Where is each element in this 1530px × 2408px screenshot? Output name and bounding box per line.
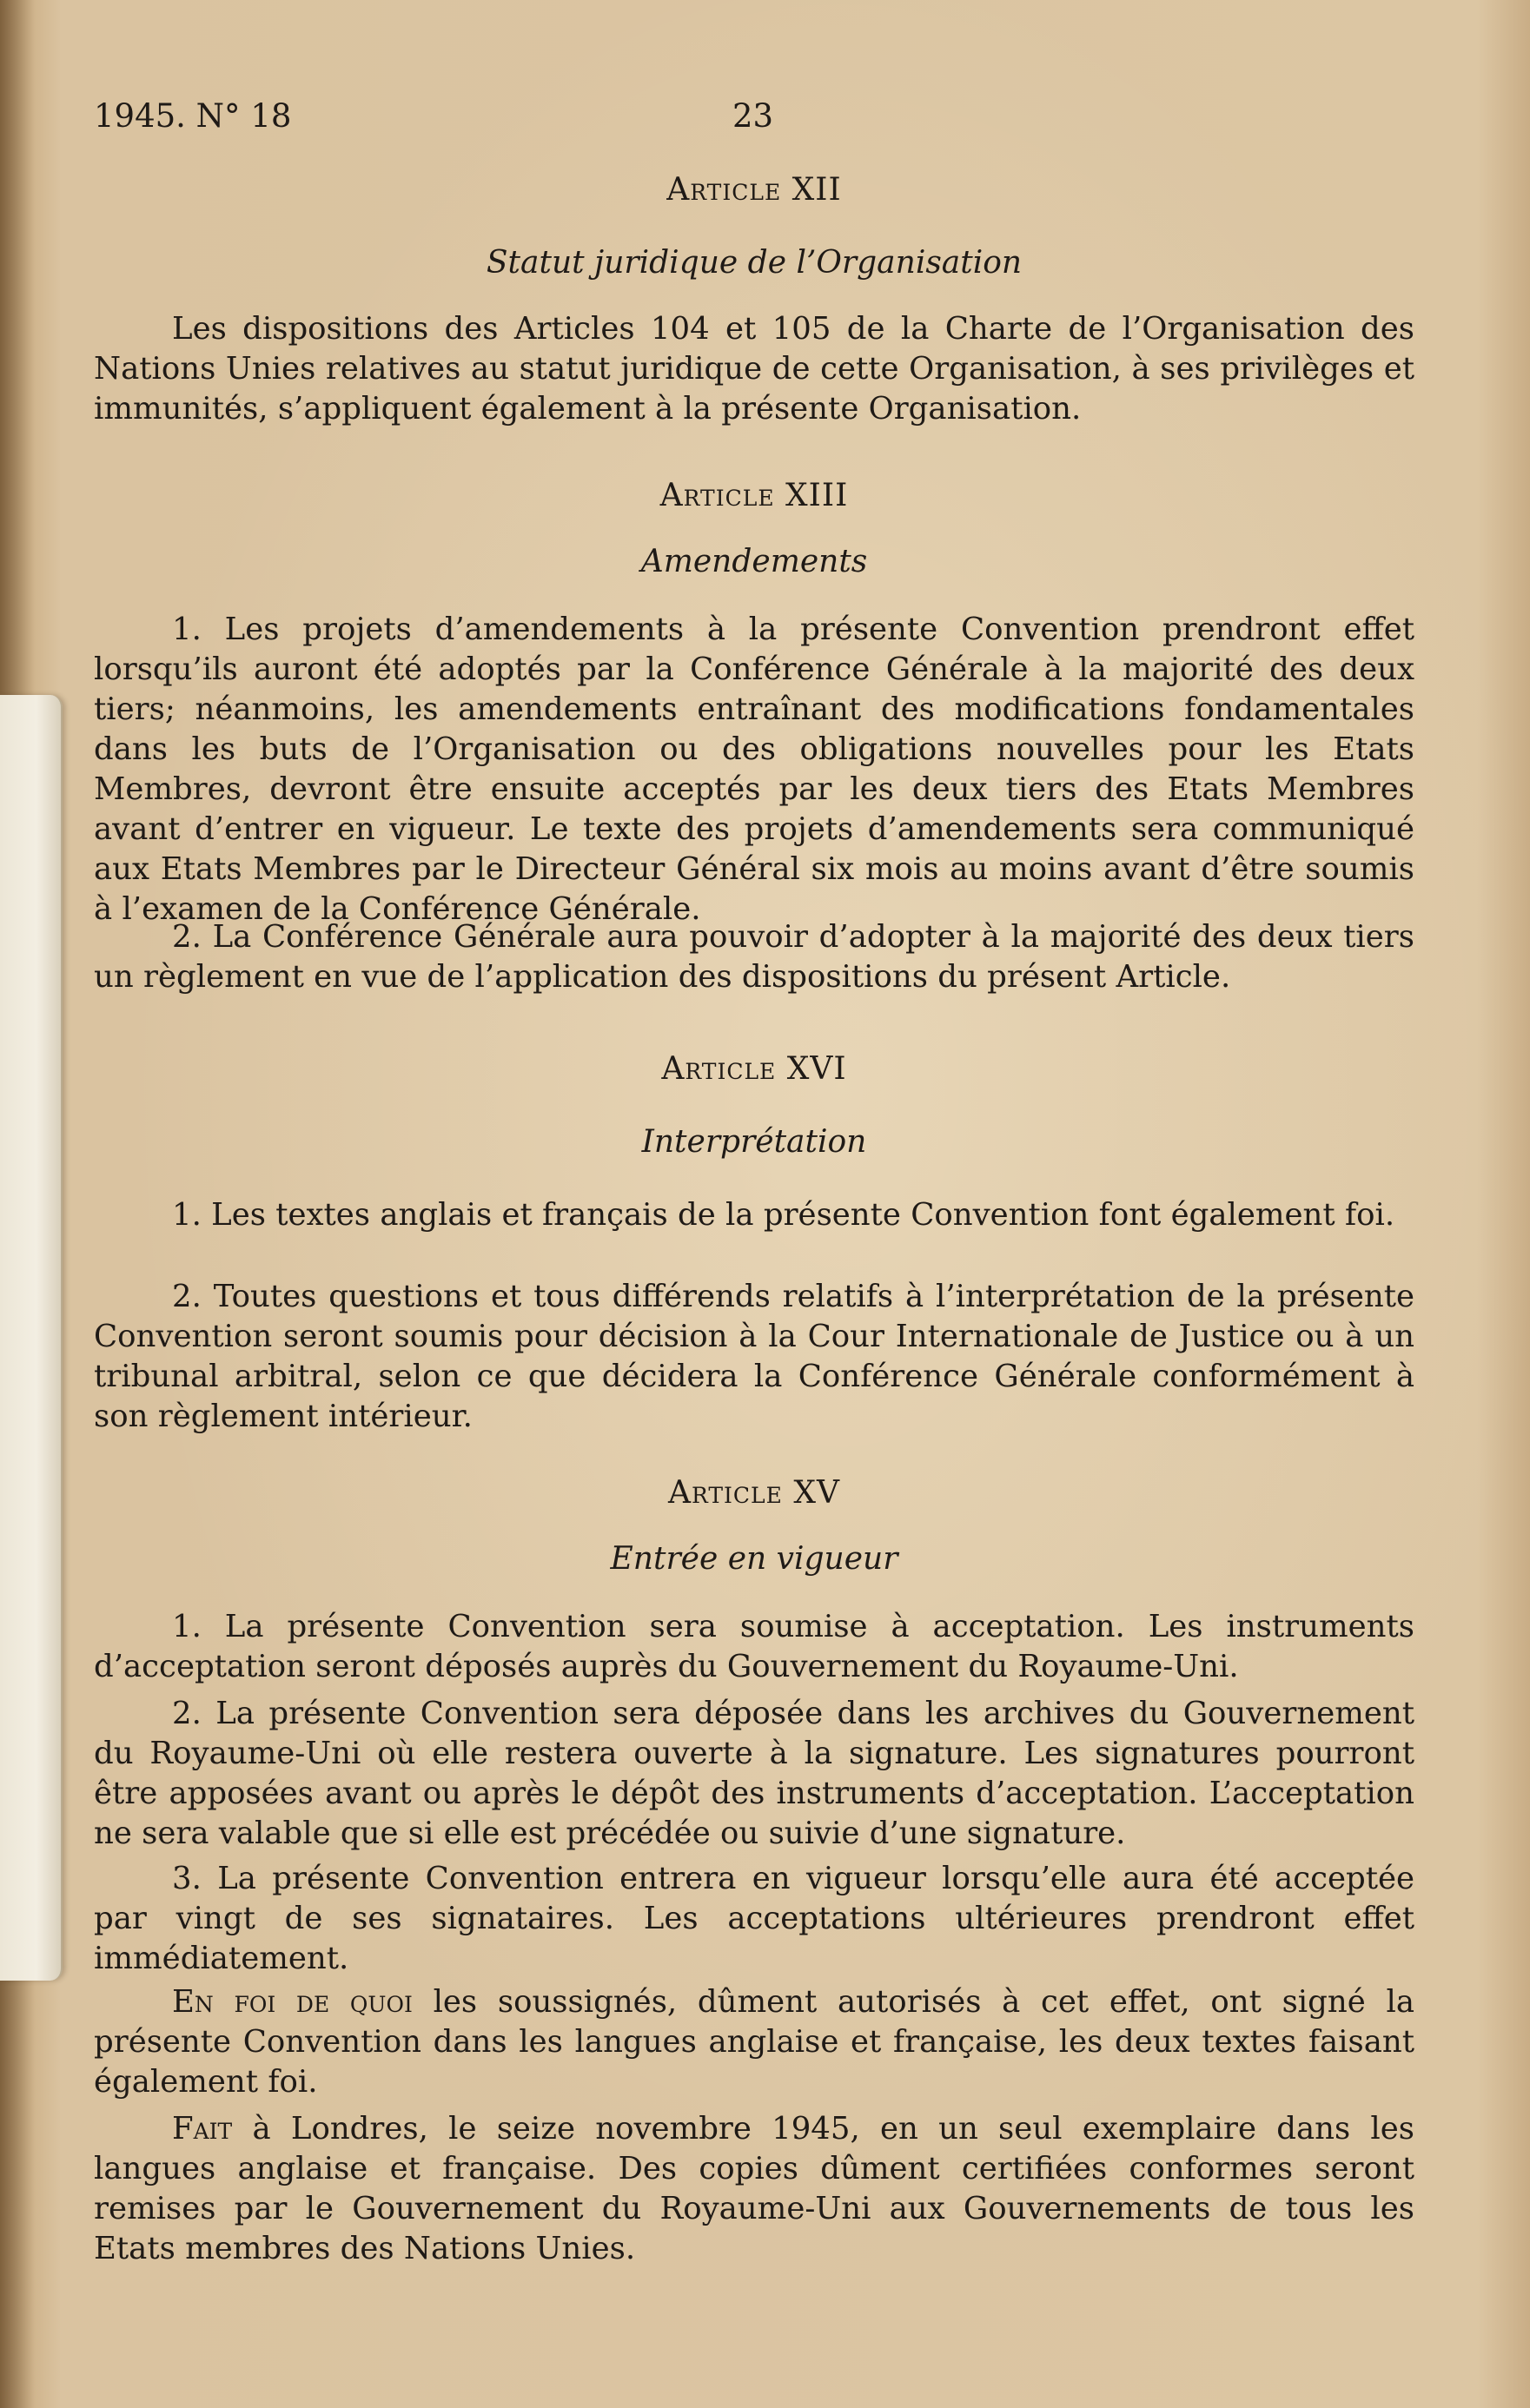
article-paragraph: 1. Les textes anglais et français de la présente Convention font également foi. [172, 1197, 1395, 1233]
done-at-text: à Londres, le seize novembre 1945, en un seul exemplaire dans les langues anglaise et française. Des copies dûment certifiées conformes seront remises par le Gouvernement du Royaume-Uni aux Gouvernements de tous les Etats membres des Nations Unies. [94, 2111, 1414, 2266]
testimonium-paragraph [94, 1982, 1414, 2102]
article-paragraph: 1. La présente Convention sera soumise à acceptation. Les instruments d’acceptation seront déposés auprès du Gouvernement du Royaume-Uni. [94, 1609, 1414, 1684]
article-subtitle: Entrée en vigueur [610, 1541, 898, 1577]
done-at-paragraph [94, 2109, 1414, 2269]
article-title: Article XIII [659, 478, 849, 513]
testimonium-lead: En foi de quoi [172, 1984, 413, 2020]
running-header [94, 97, 1414, 141]
article-paragraph: Les dispositions des Articles 104 et 105 de la Charte de l’Organisation des Nations Unies relatives au statut juridique de cette Organisation, à ses privilèges et immunités, s’appliquent également à la présente Organisation. [94, 311, 1414, 427]
article-title: Article XV [668, 1475, 840, 1511]
article-title: Article XVI [661, 1051, 847, 1087]
article-paragraph: 1. Les projets d’amendements à la présente Convention prendront effet lorsqu’ils auront été adoptés par la Conférence Générale à la majorité des deux tiers; néanmoins, les amendements entraînant des modifications fondamentales dans les buts de l’Organisation ou des obligations nouvelles pour les Etats Membres, devront être ensuite acceptés par les deux tiers des Etats Membres avant d’entrer en vigueur. Le texte des projets d’amendements sera communiqué aux Etats Membres par le Directeur Général six mois au moins avant d’être soumis à l’examen de la Conférence Générale. [94, 612, 1414, 927]
article-paragraph: 2. La Conférence Générale aura pouvoir d’adopter à la majorité des deux tiers un règlement en vue de l’application des dispositions du présent Article. [94, 919, 1414, 995]
article-paragraph: 2. La présente Convention sera déposée dans les archives du Gouvernement du Royaume-Uni où elle restera ouverte à la signature. Les signatures pourront être apposées avant ou après le dépôt des instruments d’acceptation. L’acceptation ne sera valable que si elle est précédée ou suivie d’une signature. [94, 1696, 1414, 1851]
done-at-lead: Fait [172, 2111, 233, 2147]
article-subtitle: Amendements [640, 544, 868, 579]
article-paragraph: 3. La présente Convention entrera en vigueur lorsqu’elle aura été acceptée par vingt de ses signataires. Les acceptations ultérieures prendront effet immédiatement. [94, 1861, 1414, 1976]
publication-reference: 1945. N° 18 [94, 97, 292, 135]
article-subtitle: Statut juridique de l’Organisation [486, 245, 1023, 281]
article-paragraph: 2. Toutes questions et tous différends relatifs à l’interprétation de la présente Convention seront soumis pour décision à la Cour Internationale de Justice ou à un tribunal arbitral, selon ce que décidera la Conférence Générale conformément à son règlement intérieur. [94, 1279, 1414, 1434]
binding-tab [0, 695, 63, 1981]
article-title: Article XII [666, 172, 842, 208]
testimonium-text: les soussignés, dûment autorisés à cet effet, ont signé la présente Convention dans les langues anglaise et française, les deux textes faisant également foi. [94, 1984, 1414, 2100]
article-subtitle: Interprétation [641, 1124, 867, 1160]
page-number: 23 [732, 97, 774, 135]
